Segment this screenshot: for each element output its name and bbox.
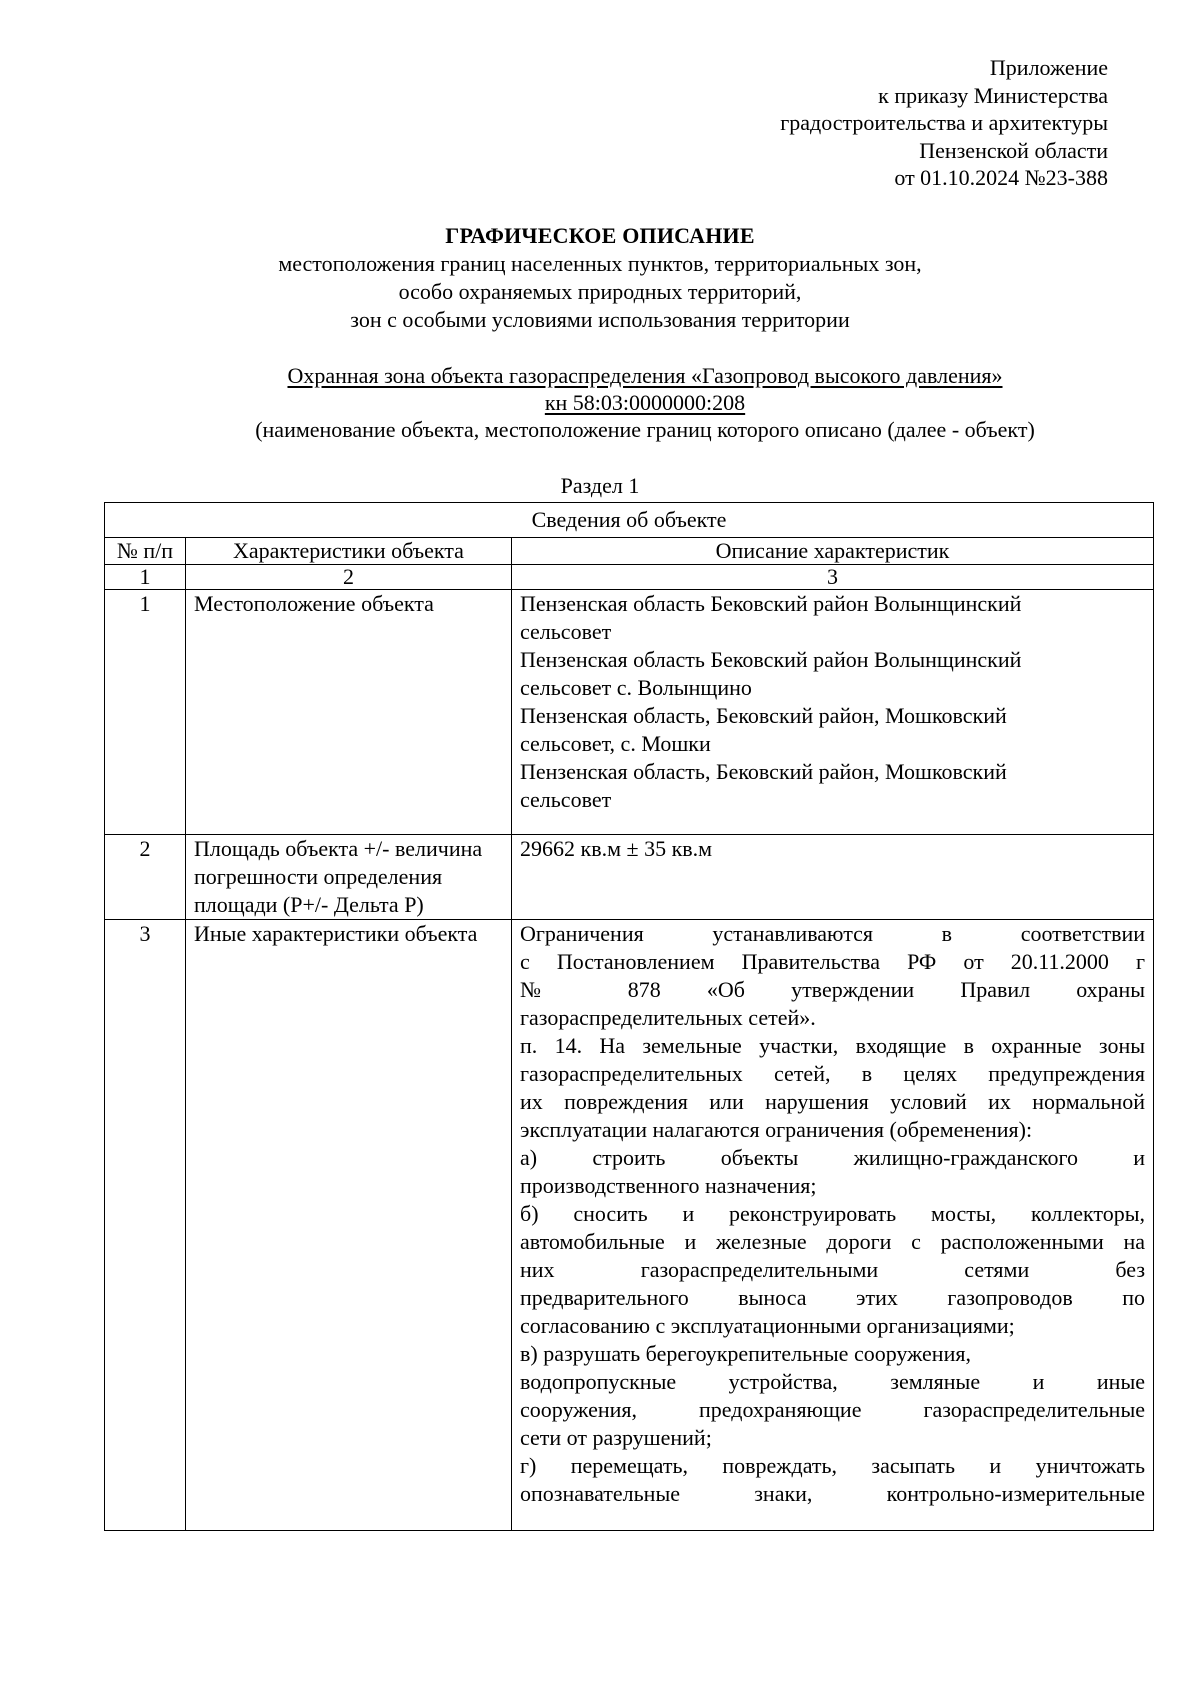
restriction-line: них газораспределительными сетями без xyxy=(520,1257,1146,1282)
restriction-line: газораспределительных сетей». xyxy=(520,1005,816,1030)
table-row xyxy=(105,920,1154,1531)
characteristic-line: Площадь объекта +/- величина xyxy=(194,836,483,861)
restriction-line: предварительного выноса этих газопроводов по xyxy=(520,1285,1146,1310)
object-cadastral-number: кн 58:03:0000000:208 xyxy=(544,390,746,415)
row-number: 3 xyxy=(105,920,186,1531)
restriction-line: п. 14. На земельные участки, входящие в охранные зоны xyxy=(520,1033,1146,1058)
restriction-line: № 878 «Об утверждении Правил охраны xyxy=(520,977,1146,1002)
appendix-line: к приказу Министерства xyxy=(878,82,1108,108)
row-number: 1 xyxy=(105,590,186,835)
characteristic-line: площади (Р+/- Дельта Р) xyxy=(194,892,424,917)
restriction-line: г) перемещать, повреждать, засыпать и уничтожать xyxy=(520,1453,1146,1478)
object-info-table xyxy=(104,502,1154,1531)
table-caption: Сведения об объекте xyxy=(105,503,1154,538)
row-characteristic: Местоположение объекта xyxy=(186,590,512,835)
restriction-line: газораспределительных сетей, в целях предупреждения xyxy=(520,1061,1146,1086)
location-line: сельсовет xyxy=(520,619,612,644)
location-line: Пензенская область, Бековский район, Мошковский xyxy=(520,759,1007,784)
column-header-number: № п/п xyxy=(105,538,186,565)
column-number: 1 xyxy=(105,565,186,590)
restriction-line: производственного назначения; xyxy=(520,1173,817,1198)
row-number: 2 xyxy=(105,835,186,920)
table-row xyxy=(105,835,1154,920)
row-characteristic: Иные характеристики объекта xyxy=(186,920,512,1531)
document-subtitle-line: зон с особыми условиями использования территории xyxy=(350,307,850,332)
location-line: Пензенская область Бековский район Волынщинский xyxy=(520,591,1022,616)
column-header-description: Описание характеристик xyxy=(512,538,1154,565)
location-line: сельсовет xyxy=(520,787,612,812)
location-line: сельсовет с. Волынщино xyxy=(520,675,752,700)
object-name-note: (наименование объекта, местоположение границ которого описано (далее - объект) xyxy=(255,417,1035,442)
location-line: Пензенская область, Бековский район, Мошковский xyxy=(520,703,1007,728)
restriction-line: Ограничения устанавливаются в соответствии xyxy=(520,921,1146,946)
object-name: Охранная зона объекта газораспределения «Газопровод высокого давления» xyxy=(287,363,1003,388)
appendix-line: Пензенской области xyxy=(919,137,1108,163)
table-header-row xyxy=(105,538,1154,565)
restriction-line: согласованию с эксплуатационными организациями; xyxy=(520,1313,1015,1338)
column-number: 2 xyxy=(186,565,512,590)
row-description-area: 29662 кв.м ± 35 кв.м xyxy=(512,835,1154,920)
table-row xyxy=(105,590,1154,835)
column-number: 3 xyxy=(512,565,1154,590)
document-subtitle-line: местоположения границ населенных пунктов, территориальных зон, xyxy=(278,251,922,276)
restriction-line: эксплуатации налагаются ограничения (обременения): xyxy=(520,1117,1033,1142)
object-name-block xyxy=(100,362,1190,443)
location-line: Пензенская область Бековский район Волынщинский xyxy=(520,647,1022,672)
restriction-line: с Постановлением Правительства РФ от 20.11.2000 г xyxy=(520,949,1146,974)
appendix-date-number: от 01.10.2024 №23-388 xyxy=(894,165,1108,190)
appendix-header xyxy=(780,54,1108,192)
appendix-line: градостроительства и архитектуры xyxy=(780,110,1108,135)
document-subtitle-line: особо охраняемых природных территорий, xyxy=(398,279,802,304)
restriction-line: их повреждения или нарушения условий их нормальной xyxy=(520,1089,1146,1114)
location-line: сельсовет, с. Мошки xyxy=(520,731,711,756)
restriction-line: опознавательные знаки, контрольно-измерительные xyxy=(520,1481,1146,1506)
section-label: Раздел 1 xyxy=(560,473,640,498)
restriction-line: автомобильные и железные дороги с расположенными на xyxy=(520,1229,1146,1254)
row-characteristic xyxy=(186,835,512,920)
row-description xyxy=(512,590,1154,835)
row-description-restrictions xyxy=(512,920,1154,1531)
column-number-row xyxy=(105,565,1154,590)
restriction-line: б) сносить и реконструировать мосты, коллекторы, xyxy=(520,1201,1146,1226)
restriction-line: сети от разрушений; xyxy=(520,1425,712,1450)
document-heading xyxy=(100,222,1100,334)
column-header-characteristic: Характеристики объекта xyxy=(186,538,512,565)
characteristic-line: погрешности определения xyxy=(194,864,443,889)
document-title: ГРАФИЧЕСКОЕ ОПИСАНИЕ xyxy=(445,223,755,248)
restriction-line: в) разрушать берегоукрепительные сооружения, xyxy=(520,1341,971,1366)
table-caption-row xyxy=(105,503,1154,538)
appendix-line: Приложение xyxy=(989,55,1108,80)
restriction-line: а) строить объекты жилищно-гражданского и xyxy=(520,1145,1146,1170)
restriction-line: водопропускные устройства, земляные и иные xyxy=(520,1369,1146,1394)
restriction-line: сооружения, предохраняющие газораспределительные xyxy=(520,1397,1146,1422)
